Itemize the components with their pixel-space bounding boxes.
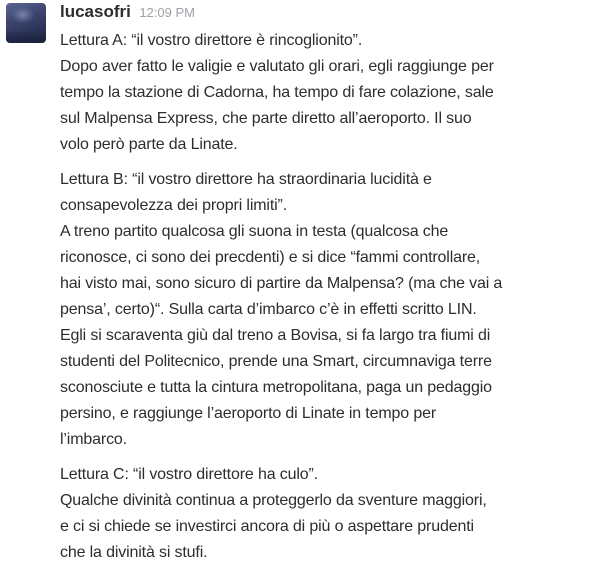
message-line: Lettura C: “il vostro direttore ha culo”. <box>60 466 318 483</box>
message-line: Lettura A: “il vostro direttore è rincoglionito”. <box>60 32 363 49</box>
message-line: volo però parte da Linate. <box>60 136 238 153</box>
message-line: tempo la stazione di Cadorna, ha tempo di fare colazione, sale <box>60 84 494 101</box>
message-line: sconosciute e tutta la cintura metropolitana, paga un pedaggio <box>60 379 492 396</box>
message-paragraph-b <box>60 167 596 453</box>
message-line: persino, e raggiunge l’aeroporto di Linate in tempo per <box>60 405 437 422</box>
message-line: pensa’, certo)“. Sulla carta d’imbarco c’è in effetti scritto LIN. <box>60 301 477 318</box>
message-header <box>60 2 195 26</box>
message-timestamp[interactable]: 12:09 PM <box>139 5 195 20</box>
message-line: Dopo aver fatto le valigie e valutato gli orari, egli raggiunge per <box>60 58 494 75</box>
message-line: che la divinità si stufi. <box>60 544 208 561</box>
message-line: consapevolezza dei propri limiti”. <box>60 197 288 214</box>
message-paragraph-c <box>60 462 596 566</box>
message-line: Egli si scaraventa giù dal treno a Bovisa, si fa largo tra fiumi di <box>60 327 491 344</box>
message-line: l’imbarco. <box>60 431 127 448</box>
message-body <box>60 28 596 575</box>
message-paragraph-a <box>60 28 596 158</box>
message-line: A treno partito qualcosa gli suona in testa (qualcosa che <box>60 223 449 240</box>
message-line: e ci si chiede se investirci ancora di più o aspettare prudenti <box>60 518 474 535</box>
avatar[interactable] <box>6 3 46 43</box>
message-line: riconosce, ci sono dei precdenti) e si dice “fammi controllare, <box>60 249 481 266</box>
avatar-highlight <box>12 7 34 23</box>
message-line: hai visto mai, sono sicuro di partire da Malpensa? (ma che vai a <box>60 275 503 292</box>
author-name[interactable]: lucasofri <box>60 2 131 21</box>
avatar-shade <box>6 29 46 43</box>
message-line: sul Malpensa Express, che parte diretto all’aeroporto. Il suo <box>60 110 472 127</box>
message-line: Lettura B: “il vostro direttore ha straordinaria lucidità e <box>60 171 432 188</box>
message-line: Qualche divinità continua a proteggerlo da sventure maggiori, <box>60 492 487 509</box>
message-line: studenti del Politecnico, prende una Smart, circumnaviga terre <box>60 353 492 370</box>
